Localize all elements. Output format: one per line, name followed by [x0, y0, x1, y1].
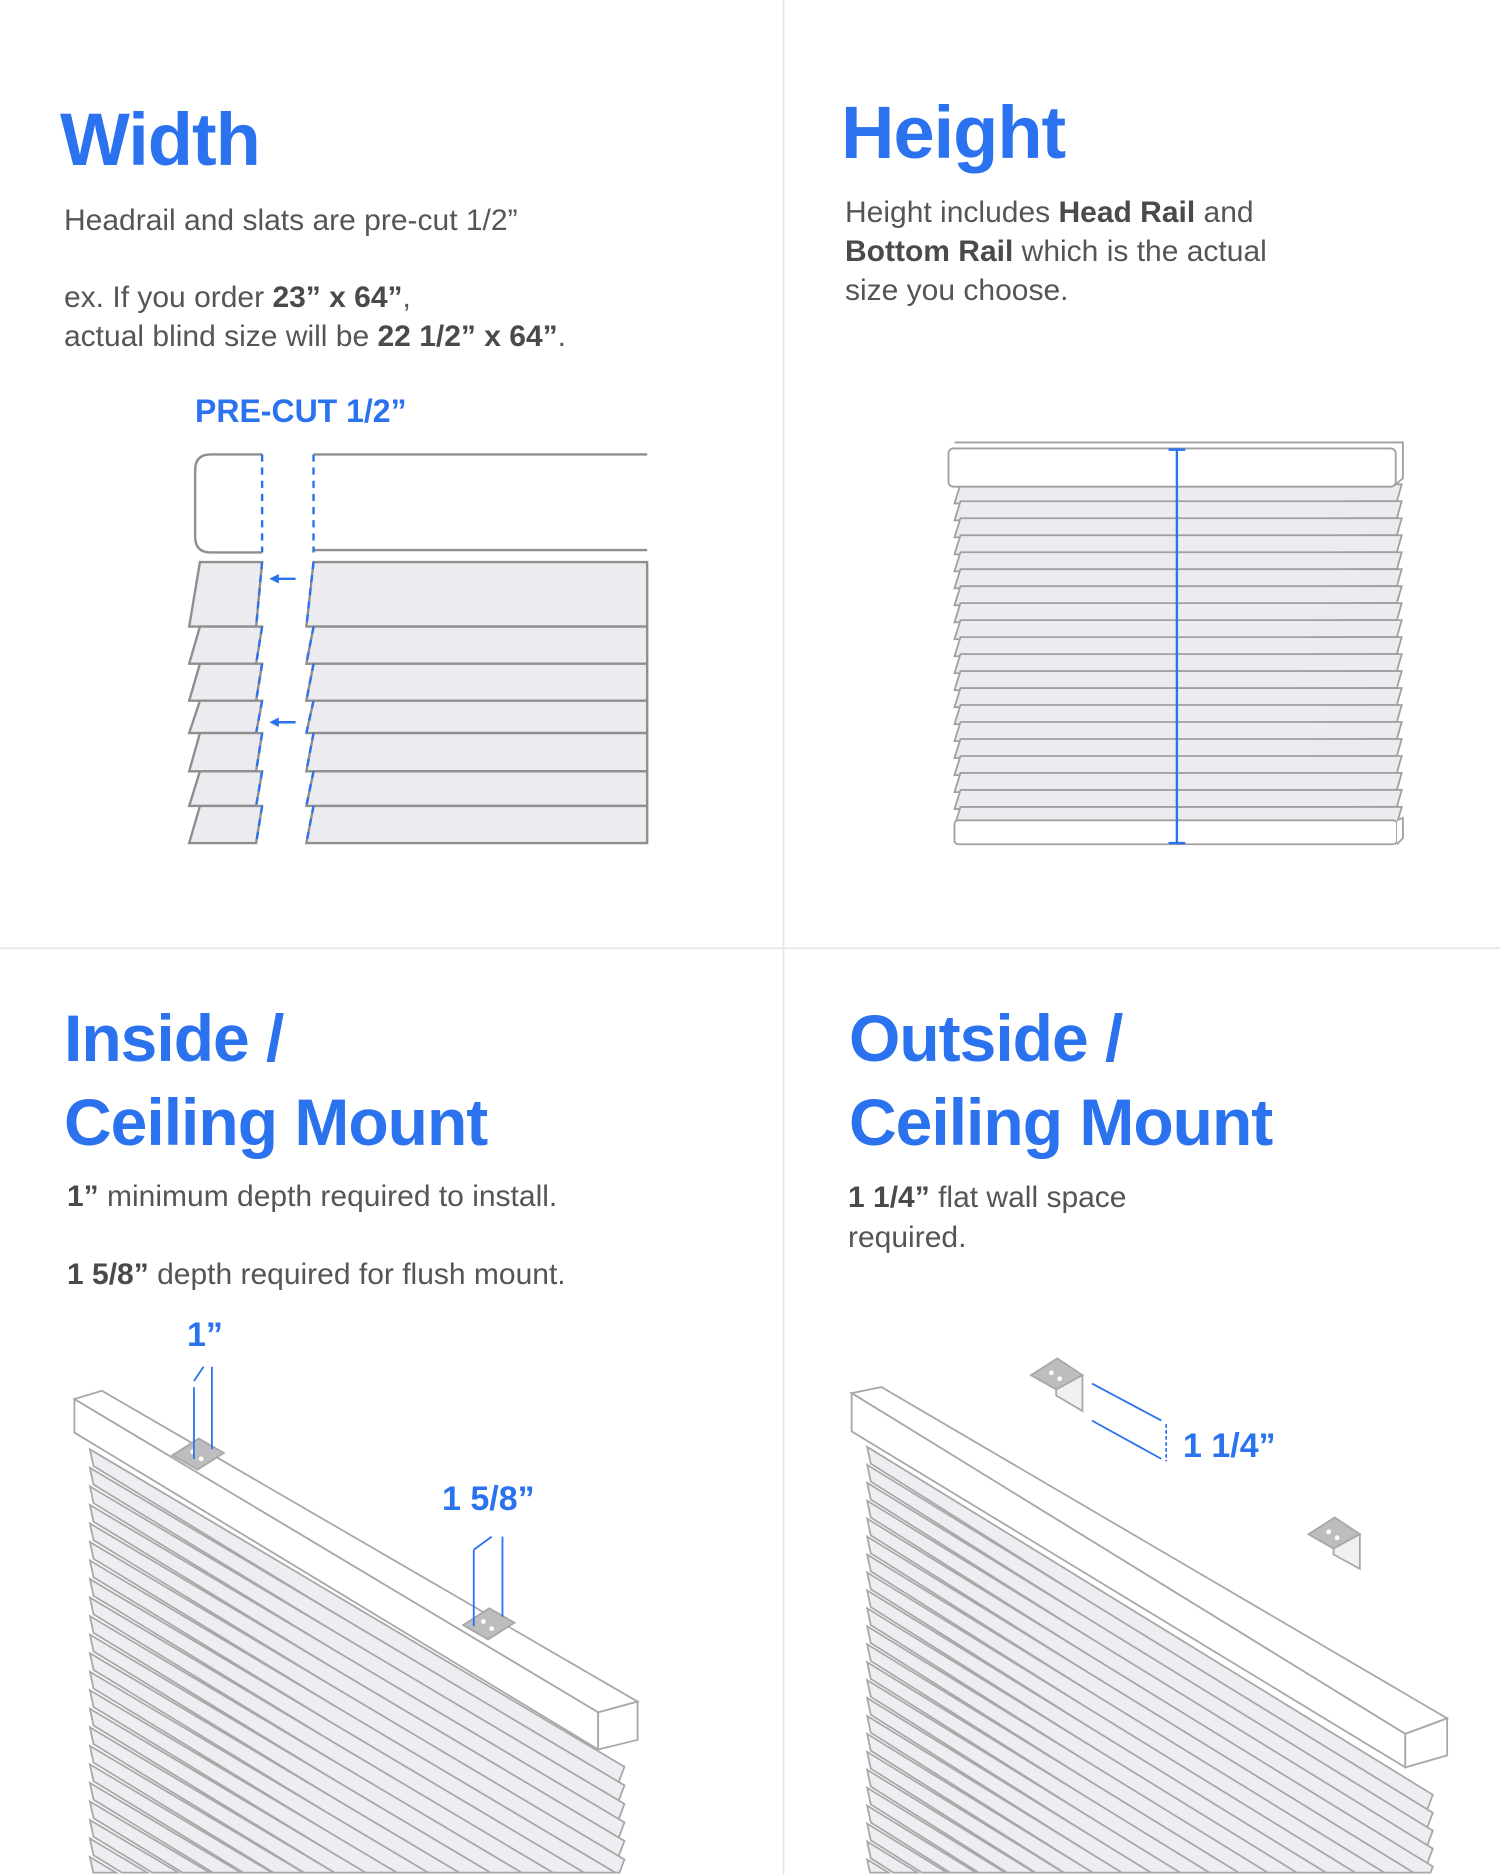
slat — [189, 664, 262, 701]
inside-mount-diagram — [74, 1367, 637, 1873]
headrail-main — [314, 454, 648, 550]
slat — [306, 627, 647, 664]
inside-label-1-5-8in: 1 5/8” — [442, 1480, 535, 1518]
wall-space-value: 1 1/4” — [848, 1181, 930, 1214]
outside-title-line2: Ceiling Mount — [849, 1085, 1273, 1159]
head-rail-term: Head Rail — [1058, 196, 1196, 229]
flush-depth-value: 1 5/8” — [67, 1258, 149, 1291]
text: flat wall space — [929, 1181, 1127, 1214]
text: depth required for flush mount. — [148, 1258, 566, 1291]
text: . — [557, 320, 566, 353]
bottom-rail-term: Bottom Rail — [845, 235, 1014, 268]
slat — [306, 701, 647, 733]
text: which is the actual — [1013, 235, 1267, 268]
text: Height includes — [845, 196, 1059, 229]
width-example-line1 — [64, 278, 411, 317]
arrow-left-icon — [269, 574, 295, 584]
inside-flush-depth — [67, 1255, 566, 1294]
slat — [189, 733, 262, 771]
bottom-rail-end — [1397, 818, 1403, 844]
slat — [189, 806, 262, 843]
slat — [189, 701, 262, 733]
height-diagram — [949, 442, 1403, 844]
text: ex. If you order — [64, 281, 273, 314]
inside-label-1in: 1” — [187, 1316, 223, 1354]
inside-title-line2: Ceiling Mount — [64, 1085, 488, 1159]
height-title: Height — [841, 91, 1066, 174]
outside-title-line1: Outside / — [849, 1001, 1123, 1075]
slats — [189, 562, 647, 843]
height-line3: size you choose. — [845, 274, 1069, 307]
precut-label: PRE-CUT 1/2” — [195, 393, 407, 429]
slat — [306, 733, 647, 771]
height-line1 — [845, 193, 1254, 232]
slat — [189, 627, 262, 664]
outside-wall-space — [848, 1178, 1127, 1217]
slat — [306, 806, 647, 843]
order-size: 23” x 64” — [272, 281, 403, 314]
outside-required: required. — [848, 1221, 967, 1254]
width-example-line2 — [64, 317, 566, 356]
slat — [189, 562, 262, 627]
width-pre-cut-text: Headrail and slats are pre-cut 1/2” — [64, 204, 518, 237]
inside-title-line1: Inside / — [64, 1001, 284, 1075]
min-depth-value: 1” — [67, 1180, 99, 1213]
wall-space-measure-lines — [1092, 1384, 1166, 1462]
bracket-icon — [1308, 1517, 1359, 1568]
slat — [189, 771, 262, 806]
text: , — [402, 281, 411, 314]
arrow-left-icon — [269, 717, 295, 727]
text: and — [1195, 196, 1254, 229]
slat — [306, 771, 647, 806]
precut-diagram — [189, 454, 647, 843]
bracket-icon — [1031, 1358, 1082, 1411]
slat — [306, 664, 647, 701]
headrail-cut-piece — [195, 454, 262, 552]
height-line2 — [845, 232, 1267, 271]
outside-label-1-1-4in: 1 1/4” — [1183, 1427, 1276, 1465]
outside-mount-diagram — [852, 1358, 1448, 1872]
width-title: Width — [60, 98, 260, 181]
actual-size: 22 1/2” x 64” — [377, 320, 558, 353]
head-rail — [949, 448, 1396, 486]
text: minimum depth required to install. — [98, 1180, 558, 1213]
slat — [306, 562, 647, 627]
text: actual blind size will be — [64, 320, 378, 353]
inside-min-depth — [67, 1177, 557, 1216]
